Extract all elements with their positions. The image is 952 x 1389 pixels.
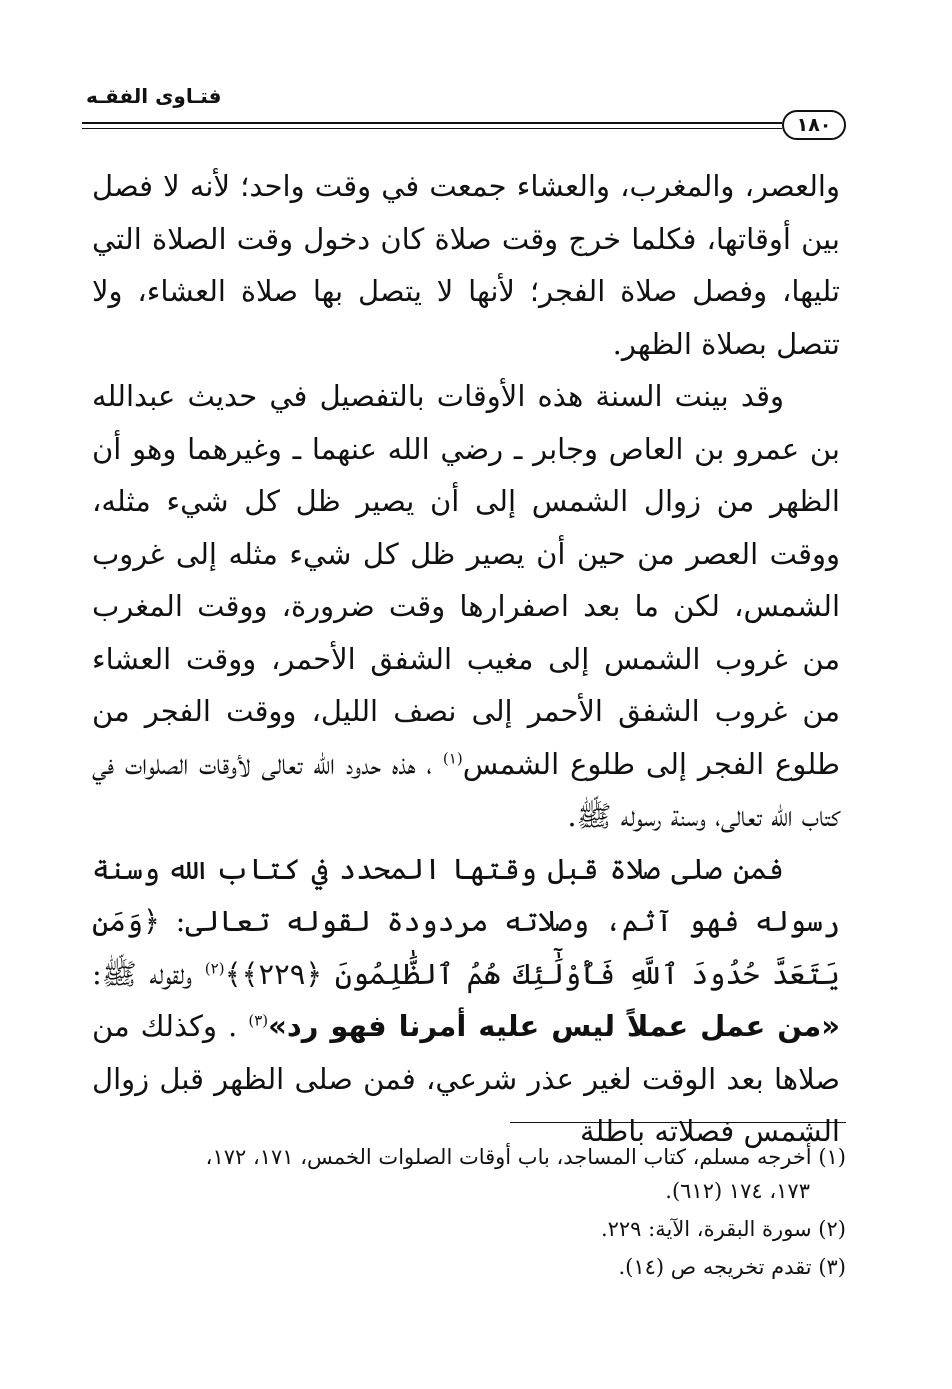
footnote-ref-3: (٣) [248, 1011, 269, 1030]
quran-verse: ﴿وَمَن يَتَعَدَّ حُدُودَ ٱللَّهِ فَأُوْلَٰٓئِكَ هُمُ ٱلظَّٰلِمُونَ ﴿٢٢٩﴾﴾ [92, 904, 840, 991]
hadith-quote: «من عمل عملاً ليس عليه أمرنا فهو رد» [268, 1009, 840, 1043]
footnotes [92, 1140, 846, 1288]
page-number: ١٨٠ [782, 110, 846, 140]
footnote-separator [510, 1122, 846, 1123]
paragraph-3 [92, 843, 840, 1158]
header-rule [82, 122, 782, 129]
paragraph-1-text: والعصر، والمغرب، والعشاء جمعت في وقت واحد؛ لأنه لا فصل بين أوقاتها، فكلما خرج وقت صلاة كان دخول وقت الصلاة التي تليها، وفصل صلاة الفجر؛ لأنها لا يتصل بها صلاة العشاء، ولا تتصل بصلاة الظهر. [92, 169, 840, 361]
paragraph-2-text-b: ، هذه حدود الله تعالى لأوقات الصلوات في كتاب الله تعالى، وسنة رسوله ﷺ. [92, 746, 840, 833]
footnote-2: (٢) سورة البقرة، الآية: ٢٢٩. [600, 1217, 846, 1241]
footnote-3: (٣) تقدم تخريجه ص (١٤). [618, 1255, 846, 1279]
footnote-1-line-2: ١٧٣، ١٧٤ (٦١٢). [665, 1179, 810, 1203]
paragraph-3-text-b: ولقوله ﷺ: [92, 956, 205, 991]
paragraph-3-text-c: . وكذلك من صلاها بعد الوقت لغير عذر شرعي، فمن صلى الظهر قبل زوال الشمس فصلاته باطلة [92, 1009, 840, 1148]
running-title: فتـاوى الفقـه [86, 84, 222, 108]
paragraph-3-text-a: فمن صلى صلاة قبل وقتها المحدد في كتاب الله وسنة رسوله فهو آثم، وصلاته مردودة لقوله تعالى: [92, 851, 840, 938]
main-text [92, 160, 840, 1158]
footnote-ref-1: (١) [442, 748, 463, 767]
paragraph-2-text-a: وقد بينت السنة هذه الأوقات بالتفصيل في حديث عبدالله بن عمرو بن العاص وجابر ـ رضي الله عنهما ـ وغيرهما وهو أن الظهر من زوال الشمس إلى أن يصير ظل كل شيء مثله، ووقت العصر من حين أن يصير ظل كل شيء مثله إلى غروب الشمس، لكن ما بعد اصفرارها وقت ضرورة، ووقت المغرب من غروب الشمس إلى مغيب الشفق الأحمر، ووقت العشاء من غروب الشفق الأحمر إلى نصف الليل، ووقت الفجر من طلوع الفجر إلى طلوع الشمس [92, 379, 840, 781]
paragraph-2 [92, 370, 840, 843]
paragraph-1 [92, 160, 840, 370]
footnote-ref-2: (٢) [204, 958, 225, 977]
footnote-1-line-1: (١) أخرجه مسلم، كتاب المساجد، باب أوقات الصلوات الخمس، ١٧١، ١٧٢، [205, 1145, 846, 1169]
footnote-1 [92, 1140, 846, 1208]
